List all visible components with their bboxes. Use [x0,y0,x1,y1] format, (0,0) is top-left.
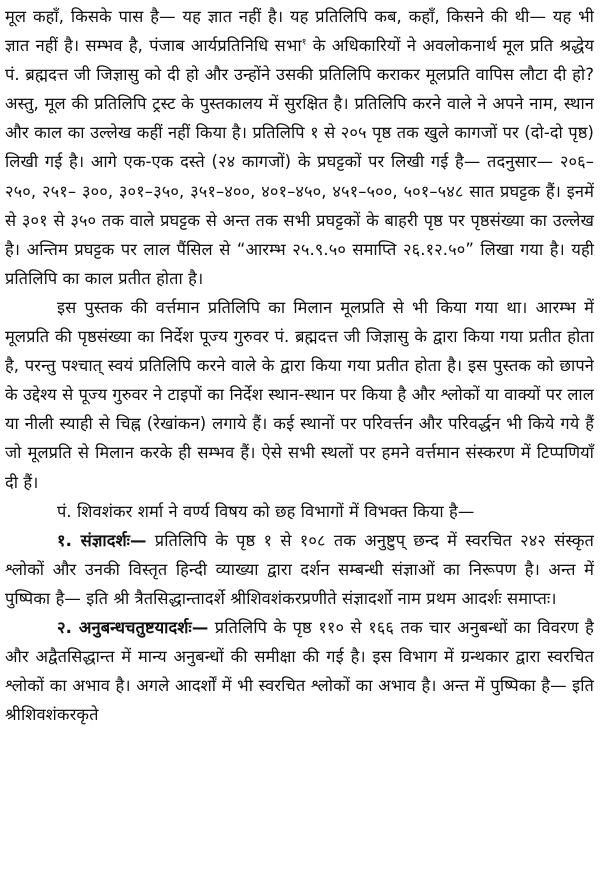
paragraph-section-1 [5,526,594,613]
paragraph-section-2 [5,613,594,729]
section-text: प्रतिलिपि के पृष्ठ १ से १०८ तक अनुष्टुप् छन्द में स्वरचित २४२ संस्कृत श्लोकों और उनकी विस्तृत हिन्दी व्याख्या द्वारा दर्शन सम्बन्धी संज्ञाओं का निरूपण है। अन्त में पुष्पिका है— इति श्री त्रैतसिद्धान्तादर्शे श्रीशिवशंकरप्रणीते संज्ञादर्शो नाम प्रथम आदर्शः समाप्तः। [5,530,595,608]
section-heading: १. संज्ञादर्शः— [57,530,147,550]
section-text: प्रतिलिपि के पृष्ठ ११० से १६६ तक चार अनुबन्धों का विवरण है और अद्वैतसिद्धान्त में मान्य अनुबन्धों की समीक्षा की गई है। इस विभाग में ग्रन्थकार द्वारा स्वरचित श्लोकों का अभाव है। अगले आदर्शों में भी स्वरचित श्लोकों का अभाव है। अन्त में पुष्पिका है— इति श्रीशिवशंकरकृते [5,617,594,725]
paragraph-collation: इस पुस्तक की वर्त्तमान प्रतिलिपि का मिलान मूलप्रति से भी किया गया था। आरम्भ में मूलप्रति की पृष्ठसंख्या का निर्देश पूज्य गुरुवर पं. ब्रह्मदत्त जी जिज्ञासु के द्वारा किया गया प्रतीत होता है, परन्तु पश्चात् स्वयं प्रतिलिपि करने वाले के द्वारा किया गया प्रतीत होता है। इस पुस्तक को छापने के उद्देश्य से पूज्य गुरुवर ने टाइपों का निर्देश स्थान-स्थान पर किया है और श्लोकों या वाक्यों पर लाल या नीली स्याही से चिह्न (रेखांकन) लगाये हैं। कई स्थानों पर परिवर्त्तन और परिवर्द्धन भी किये गये हैं जो मूलप्रति से मिलान करके ही सम्भव हैं। ऐसे सभी स्थलों पर हमने वर्त्तमान संस्करण में टिप्पणियाँ दी हैं। [5,297,594,492]
section-heading: २. अनुबन्धचतुष्टयादर्शः— [57,617,209,637]
paragraph-manuscript-copy [5,2,594,293]
footnote-marker: १ [301,37,307,48]
paragraph-text: मूल कहाँ, किसके पास है— यह ज्ञात नहीं है। यह प्रतिलिपि कब, कहाँ, किसने की थी— यह भी ज्ञात नहीं है। सम्भव है, पंजाब आर्यप्रतिनिधि सभा [5,7,594,56]
paragraph-text: के अधिकारियों ने अवलोकनार्थ मूल प्रति श्रद्धेय पं. ब्रह्मदत्त जी जिज्ञासु को दी हो और उन्होंने उसकी प्रतिलिपि कराकर मूलप्रति वापिस लौटा दी हो? अस्तु, मूल की प्रतिलिपि ट्रस्ट के पुस्तकालय में सुरक्षित है। प्रतिलिपि करने वाले ने अपने नाम, स्थान और काल का उल्लेख कहीं नहीं किया है। प्रतिलिपि १ से २०५ पृष्ठ तक खुले कागजों पर (दो-दो पृष्ठ) लिखी गई है। आगे एक-एक दस्ते (२४ कागजों) के प्रघट्टकों पर लिखी गई है— तदनुसार— २०६–२५०, २५१– ३००, ३०१–३५०, ३५१–४००, ४०१–४५०, ४५१–५००, ५०१–५४८ सात प्रघट्टक हैं। इनमें से ३०१ से ३५० तक वाले प्रघट्टक से अन्त तक सभी प्रघट्टकों के बाहरी पृष्ठ पर पृष्ठसंख्या का उल्लेख है। अन्तिम प्रघट्टक पर लाल पैंसिल से “आरम्भ २५.९.५० समाप्ति २६.१२.५०” लिखा गया है। यही प्रतिलिपि का काल प्रतीत होता है। [5,36,594,288]
paragraph-divisions-intro: पं. शिवशंकर शर्मा ने वर्ण्य विषय को छह विभागों में विभक्त किया है— [57,501,475,521]
